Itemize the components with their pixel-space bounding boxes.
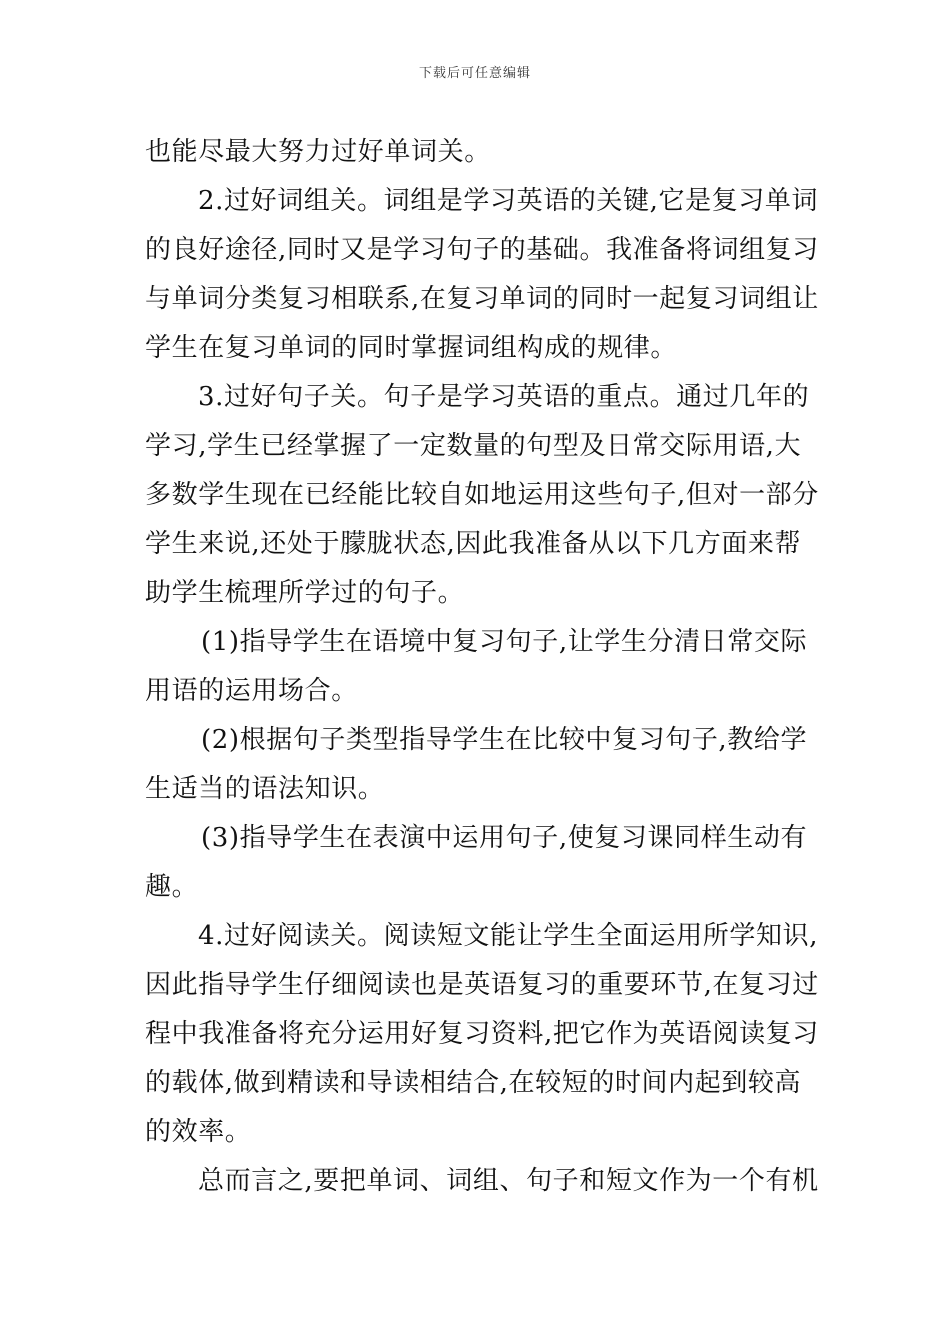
text-line: 学生在复习单词的同时掌握词组构成的规律。 xyxy=(145,333,678,363)
text-line: (1)指导学生在语境中复习句子,让学生分清日常交际 xyxy=(201,627,808,657)
text-line: 总而言之,要把单词、词组、句子和短文作为一个有机 xyxy=(198,1166,819,1196)
document-body xyxy=(145,128,819,1206)
text-line: 也能尽最大努力过好单词关。 xyxy=(145,137,491,167)
text-line: 的效率。 xyxy=(145,1117,252,1147)
text-line: 多数学生现在已经能比较自如地运用这些句子,但对一部分 xyxy=(145,480,819,510)
text-line: 程中我准备将充分运用好复习资料,把它作为英语阅读复习 xyxy=(145,1019,819,1049)
text-line: 因此指导学生仔细阅读也是英语复习的重要环节,在复习过 xyxy=(145,970,819,1000)
text-line: 3.过好句子关。句子是学习英语的重点。通过几年的 xyxy=(198,382,810,412)
text-line: 与单词分类复习相联系,在复习单词的同时一起复习词组让 xyxy=(145,284,819,314)
text-line: 的载体,做到精读和导读相结合,在较短的时间内起到较高 xyxy=(145,1068,802,1098)
page-header: 下载后可任意编辑 xyxy=(418,66,531,81)
text-line: 生适当的语法知识。 xyxy=(145,774,385,804)
text-line: 4.过好阅读关。阅读短文能让学生全面运用所学知识, xyxy=(198,921,819,951)
text-line: 用语的运用场合。 xyxy=(145,676,358,706)
text-line: 学习,学生已经掌握了一定数量的句型及日常交际用语,大 xyxy=(145,431,802,461)
text-line: 的良好途径,同时又是学习句子的基础。我准备将词组复习 xyxy=(145,235,819,265)
text-line: 趣。 xyxy=(145,872,199,902)
text-line: (2)根据句子类型指导学生在比较中复习句子,教给学 xyxy=(201,725,808,755)
text-line: 2.过好词组关。词组是学习英语的关键,它是复习单词 xyxy=(198,186,819,216)
text-line: (3)指导学生在表演中运用句子,使复习课同样生动有 xyxy=(201,823,808,853)
text-line: 助学生梳理所学过的句子。 xyxy=(145,578,465,608)
text-line: 学生来说,还处于朦胧状态,因此我准备从以下几方面来帮 xyxy=(145,529,802,559)
